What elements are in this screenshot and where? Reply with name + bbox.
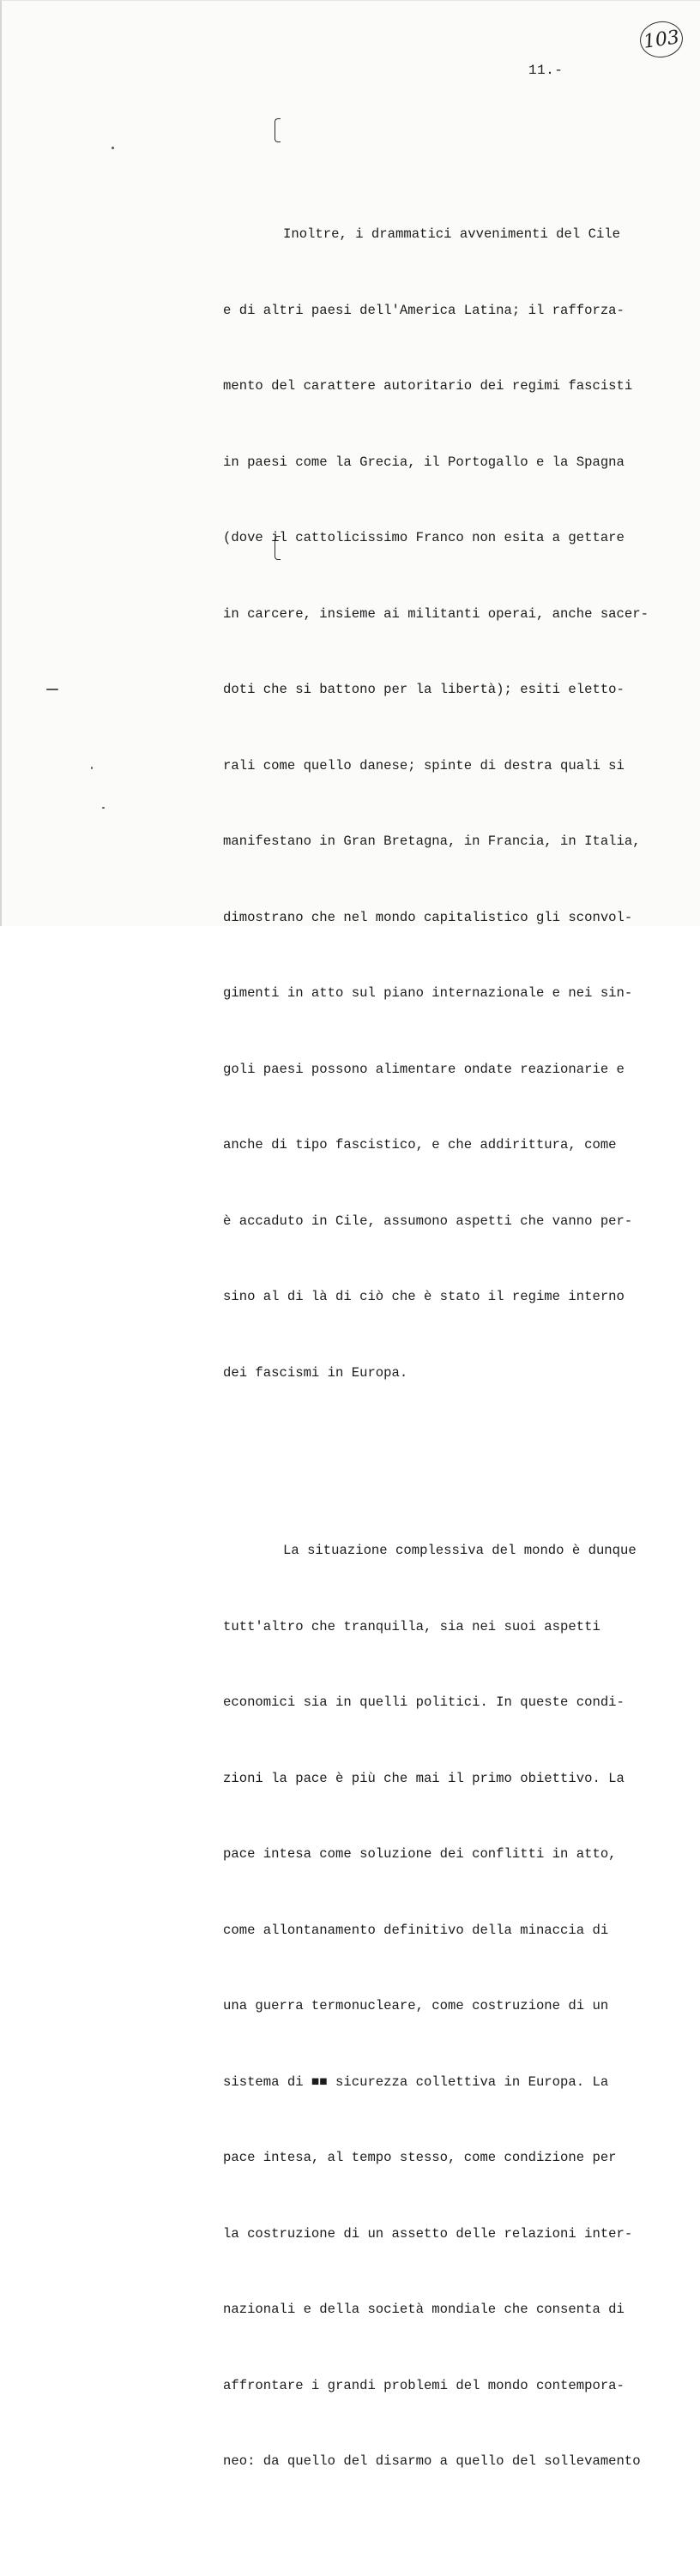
scan-speck (102, 807, 105, 809)
text-line: dimostrano che nel mondo capitalistico gli sconvol- (223, 909, 633, 925)
text-line: manifestano in Gran Bretagna, in Francia, in Italia, (223, 834, 641, 849)
text-line: doti che si battono per la libertà); esiti eletto- (223, 682, 625, 697)
scan-speck (91, 767, 93, 769)
text-line: è accaduto in Cile, assumono aspetti che vanno per- (223, 1213, 633, 1229)
text-line: tutt'altro che tranquilla, sia nei suoi aspetti (223, 1618, 600, 1634)
text-line: mento del carattere autoritario dei regimi fascisti (223, 378, 633, 394)
text-line: come allontanamento definitivo della minaccia di (223, 1922, 609, 1938)
text-line: pace intesa, al tempo stesso, come condizione per (223, 2150, 617, 2165)
paragraph-1 (223, 172, 686, 1436)
text-line: una guerra termonucleare, come costruzione di un (223, 1998, 609, 2013)
text-line: rali come quello danese; spinte di destra quali si (223, 757, 625, 773)
text-line: economici sia in quelli politici. In queste condi- (223, 1694, 625, 1710)
text-line: dei fascismi in Europa. (223, 1364, 408, 1381)
text-line: La situazione complessiva del mondo è dunque (283, 1543, 637, 1558)
document-body (223, 121, 686, 2576)
text-line: anche di tipo fascistico, e che addirittura, come (223, 1137, 617, 1153)
scan-speck (46, 689, 58, 690)
text-line: la costruzione di un assetto delle relazioni inter- (223, 2225, 633, 2242)
scan-speck (112, 147, 114, 149)
archive-stamp (637, 19, 685, 61)
page-number: 11.- (528, 63, 564, 78)
text-line: e di altri paesi dell'America Latina; il rafforza- (223, 302, 625, 318)
text-line: (dove il cattolicissimo Franco non esita a gettare (223, 530, 625, 545)
text-line: sistema di ■■ sicurezza collettiva in Europa. La (223, 2073, 609, 2090)
text-line: goli paesi possono alimentare ondate reazionarie e (223, 1061, 625, 1077)
text-line: pace intesa come soluzione dei conflitti in atto, (223, 1846, 617, 1862)
text-line: Inoltre, i drammatici avvenimenti del Cile (283, 226, 621, 242)
text-line: nazionali e della società mondiale che consenta di (223, 2302, 625, 2317)
text-line: in carcere, insieme ai militanti operai, anche sacer- (223, 605, 649, 622)
text-line: neo: da quello del disarmo a quello del sollevamento (223, 2453, 641, 2469)
text-line: affrontare i grandi problemi del mondo contempora- (223, 2377, 625, 2393)
text-line: gimenti in atto sul piano internazionale e nei sin- (223, 985, 633, 1001)
text-line: zioni la pace è più che mai il primo obiettivo. La (223, 1770, 625, 1786)
text-line: in paesi come la Grecia, il Portogallo e la Spagna (223, 454, 625, 470)
paragraph-2 (223, 1488, 686, 2525)
text-line: sino al di là di ciò che è stato il regime interno (223, 1289, 625, 1304)
archive-stamp-number: 103 (642, 26, 681, 53)
